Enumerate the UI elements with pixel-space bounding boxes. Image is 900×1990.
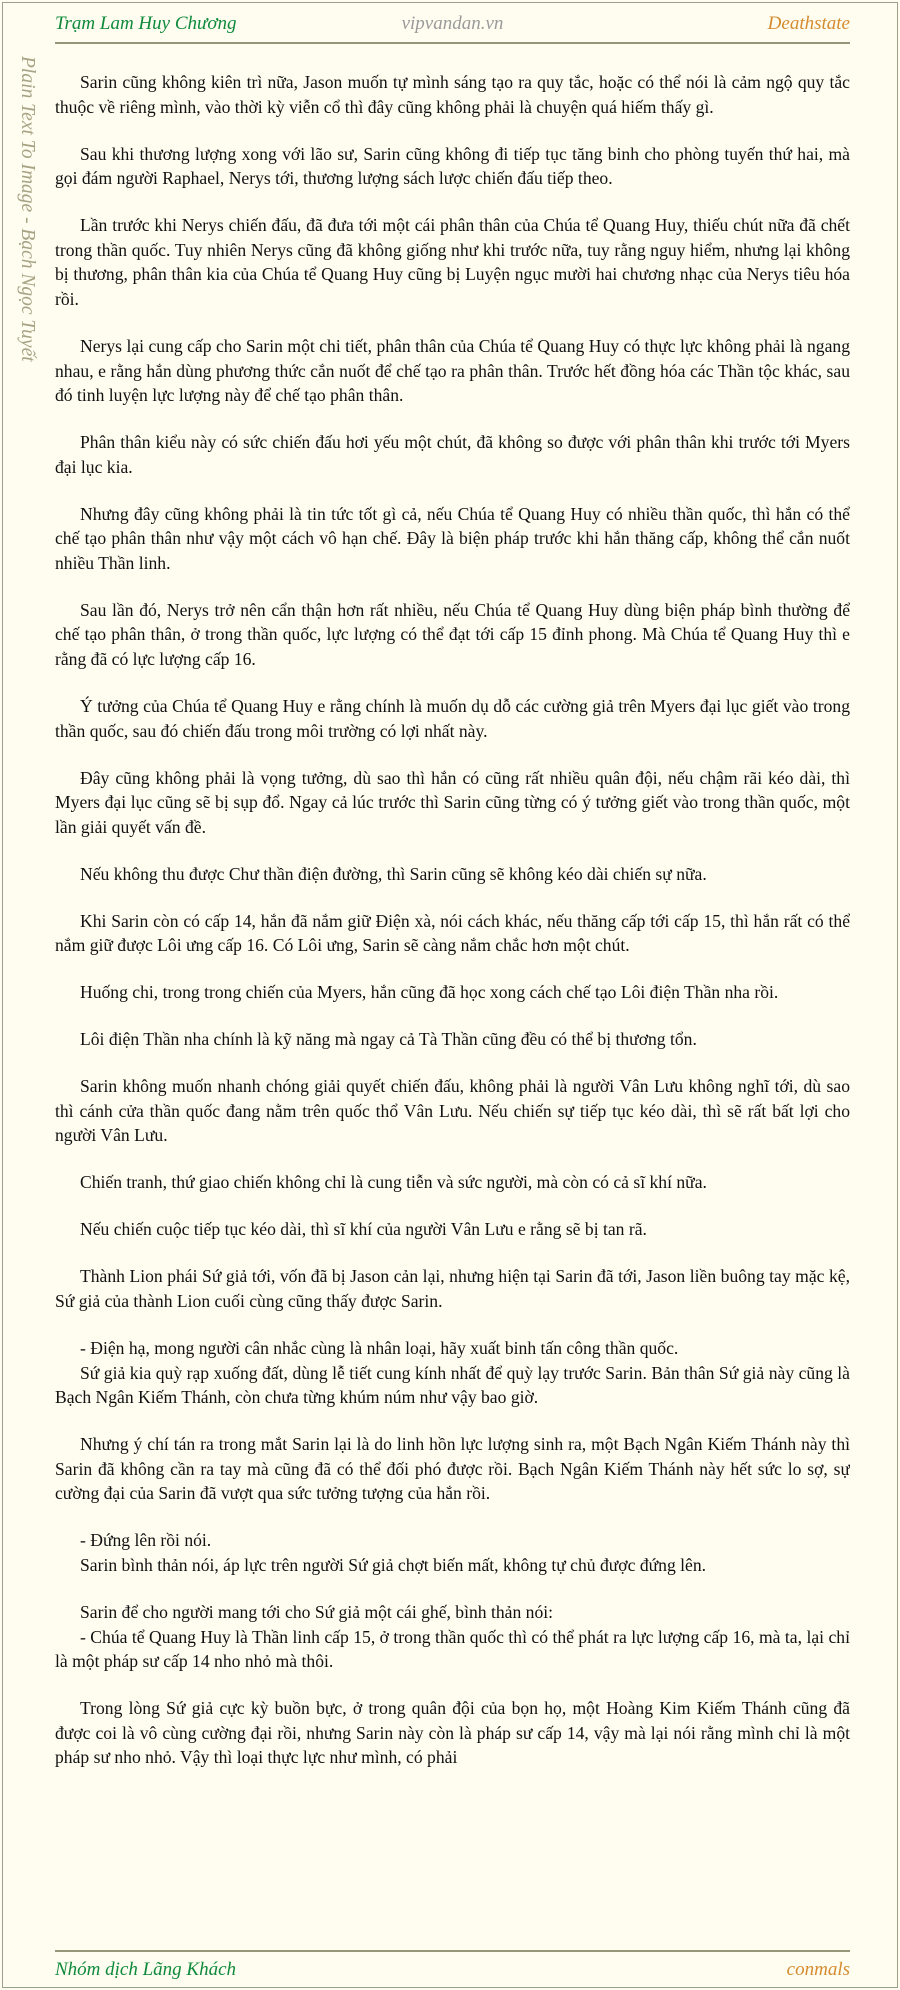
paragraph: Trong lòng Sứ giả cực kỳ buồn bực, ở trong quân đội của bọn họ, một Hoàng Kim Kiếm Thánh cũng đã được coi là vô cùng cường đại rồi, nhưng Sarin này còn là pháp sư cấp 14, vậy mà lại nói rằng mình chỉ là một pháp sư nho nhỏ. Vậy thì loại thực lực như mình, có phải <box>55 1698 850 1768</box>
dialogue-line: - Điện hạ, mong người cân nhắc cùng là nhân loại, hãy xuất binh tấn công thần quốc. <box>80 1338 679 1359</box>
paragraph: Sarin bình thản nói, áp lực trên người Sứ giả chợt biến mất, không tự chủ được đứng lên. <box>80 1554 707 1575</box>
paragraph: Chiến tranh, thứ giao chiến không chỉ là cung tiễn và sức người, mà còn có cả sĩ khí nữa. <box>80 1172 707 1193</box>
page-header <box>55 6 850 44</box>
paragraph: Phân thân kiểu này có sức chiến đấu hơi yếu một chút, đã không so được với phân thân khi trước tới Myers đại lục kia. <box>55 432 850 477</box>
paragraph: Lôi điện Thần nha chính là kỹ năng mà ngay cả Tà Thần cũng đều có thể bị thương tổn. <box>80 1029 697 1050</box>
paragraph: Sau khi thương lượng xong với lão sư, Sarin cũng không đi tiếp tục tăng binh cho phòng tuyến thứ hai, mà gọi đám người Raphael, Nerys tới, thương lượng sách lược chiến đấu tiếp theo. <box>55 143 850 189</box>
footer-uploader: conmals <box>786 1959 850 1980</box>
header-translator: Trạm Lam Huy Chương <box>55 13 237 34</box>
chapter-body <box>55 70 850 1946</box>
paragraph: Sarin cũng không kiên trì nữa, Jason muốn tự mình sáng tạo ra quy tắc, hoặc có thể nói là cảm ngộ quy tắc thuộc về riêng mình, vào thời kỳ viễn cổ thì đây cũng không phải là chuyện quá hiếm thấy gì. <box>55 72 850 117</box>
paragraph: Sứ giả kia quỳ rạp xuống đất, dùng lễ tiết cung kính nhất để quỳ lạy trước Sarin. Bản thân Sứ giả này cũng là Bạch Ngân Kiếm Thánh, còn chưa từng khúm núm như vậy bao giờ. <box>55 1362 850 1408</box>
page-footer <box>55 1950 850 1986</box>
dialogue-line: - Đứng lên rồi nói. <box>80 1530 212 1551</box>
paragraph: Ý tưởng của Chúa tể Quang Huy e rằng chính là muốn dụ dỗ các cường giả trên Myers đại lục giết vào trong thần quốc, sau đó chiến đấu trong môi trường có lợi nhất này. <box>55 696 850 741</box>
paragraph: Nếu không thu được Chư thần điện đường, thì Sarin cũng sẽ không kéo dài chiến sự nữa. <box>80 863 707 884</box>
paragraph: Nếu chiến cuộc tiếp tục kéo dài, thì sĩ khí của người Vân Lưu e rằng sẽ bị tan rã. <box>80 1219 647 1240</box>
paragraph: Sau lần đó, Nerys trở nên cẩn thận hơn rất nhiều, nếu Chúa tể Quang Huy dùng biện pháp bình thường để chế tạo phân thân, ở trong thần quốc, lực lượng có thể đạt tới cấp 15 đỉnh phong. Mà Chúa tể Quang Huy thì e rằng đã có lực lượng cấp 16. <box>55 599 850 670</box>
paragraph: Thành Lion phái Sứ giả tới, vốn đã bị Jason cản lại, nhưng hiện tại Sarin đã tới, Jason liền buông tay mặc kệ, Sứ giả của thành Lion cuối cùng cũng thấy được Sarin. <box>55 1266 850 1312</box>
side-watermark <box>10 56 46 476</box>
paragraph: Khi Sarin còn có cấp 14, hắn đã nắm giữ Điện xà, nói cách khác, nếu thăng cấp tới cấp 15, thì hắn rất có thể nắm giữ được Lôi ưng cấp 16. Có Lôi ưng, Sarin sẽ càng nắm chắc hơn một chút. <box>55 910 850 956</box>
paragraph: Nhưng đây cũng không phải là tin tức tốt gì cả, nếu Chúa tể Quang Huy có nhiều thần quốc, thì hắn có thể chế tạo phân thân như vậy một cách vô hạn chế. Đây là biện pháp trước khi hắn thăng cấp, không thể cắn nuốt nhiều Thần linh. <box>55 503 850 573</box>
paragraph: Sarin để cho người mang tới cho Sứ giả một cái ghế, bình thản nói: <box>80 1601 554 1622</box>
header-website: vipvandan.vn <box>401 13 504 34</box>
side-watermark-text: Plain Text To Image - Bạch Ngọc Tuyết <box>17 56 38 362</box>
paragraph: Nerys lại cung cấp cho Sarin một chi tiết, phân thân của Chúa tể Quang Huy có thực lực không phải là ngang nhau, e rằng hắn dùng phương thức cắn nuốt để chế tạo ra phân thân. Trước hết đồng hóa các Thần tộc khác, sau đó tinh luyện lực lượng này để chế tạo phân thân. <box>55 335 850 406</box>
paragraph: Nhưng ý chí tán ra trong mắt Sarin lại là do linh hồn lực lượng sinh ra, một Bạch Ngân Kiếm Thánh này thì Sarin đã không cần ra tay mà cũng đã có thể đối phó được rồi. Bạch Ngân Kiếm Thánh này hết sức lo sợ, sự cường đại của Sarin đã vượt qua sức tưởng tượng của hắn rồi. <box>55 1434 850 1504</box>
footer-group: Nhóm dịch Lãng Khách <box>55 1959 237 1980</box>
paragraph: Đây cũng không phải là vọng tưởng, dù sao thì hắn có cũng rất nhiều quân đội, nếu chậm rãi kéo dài, thì Myers đại lục cũng sẽ bị sụp đổ. Ngay cả lúc trước thì Sarin cũng từng có ý tưởng giết vào trong thần quốc, một lần giải quyết vấn đề. <box>55 767 850 837</box>
paragraph: Sarin không muốn nhanh chóng giải quyết chiến đấu, không phải là người Vân Lưu không nghĩ tới, dù sao thì cánh cửa thần quốc đang nằm trên quốc thổ Vân Lưu. Nếu chiến sự tiếp tục kéo dài, thì sẽ rất bất lợi cho người Vân Lưu. <box>55 1076 850 1146</box>
header-editor: Deathstate <box>767 13 850 34</box>
dialogue-line: - Chúa tể Quang Huy là Thần linh cấp 15, ở trong thần quốc thì có thể phát ra lực lượng cấp 16, mà ta, lại chỉ là một pháp sư cấp 14 nho nhỏ mà thôi. <box>55 1626 850 1672</box>
paragraph: Lần trước khi Nerys chiến đấu, đã đưa tới một cái phân thân của Chúa tể Quang Huy, thiếu chút nữa đã chết trong thần quốc. Tuy nhiên Nerys cũng đã không giống như khi trước nữa, tuy rằng nguy hiểm, nhưng lại không bị thương, phân thân kia của Chúa tể Quang Huy cũng bị Luyện ngục mười hai chương nhạc của Nerys tiêu hóa rồi. <box>55 215 850 309</box>
paragraph: Huống chi, trong trong chiến của Myers, hắn cũng đã học xong cách chế tạo Lôi điện Thần nha rồi. <box>80 982 779 1003</box>
